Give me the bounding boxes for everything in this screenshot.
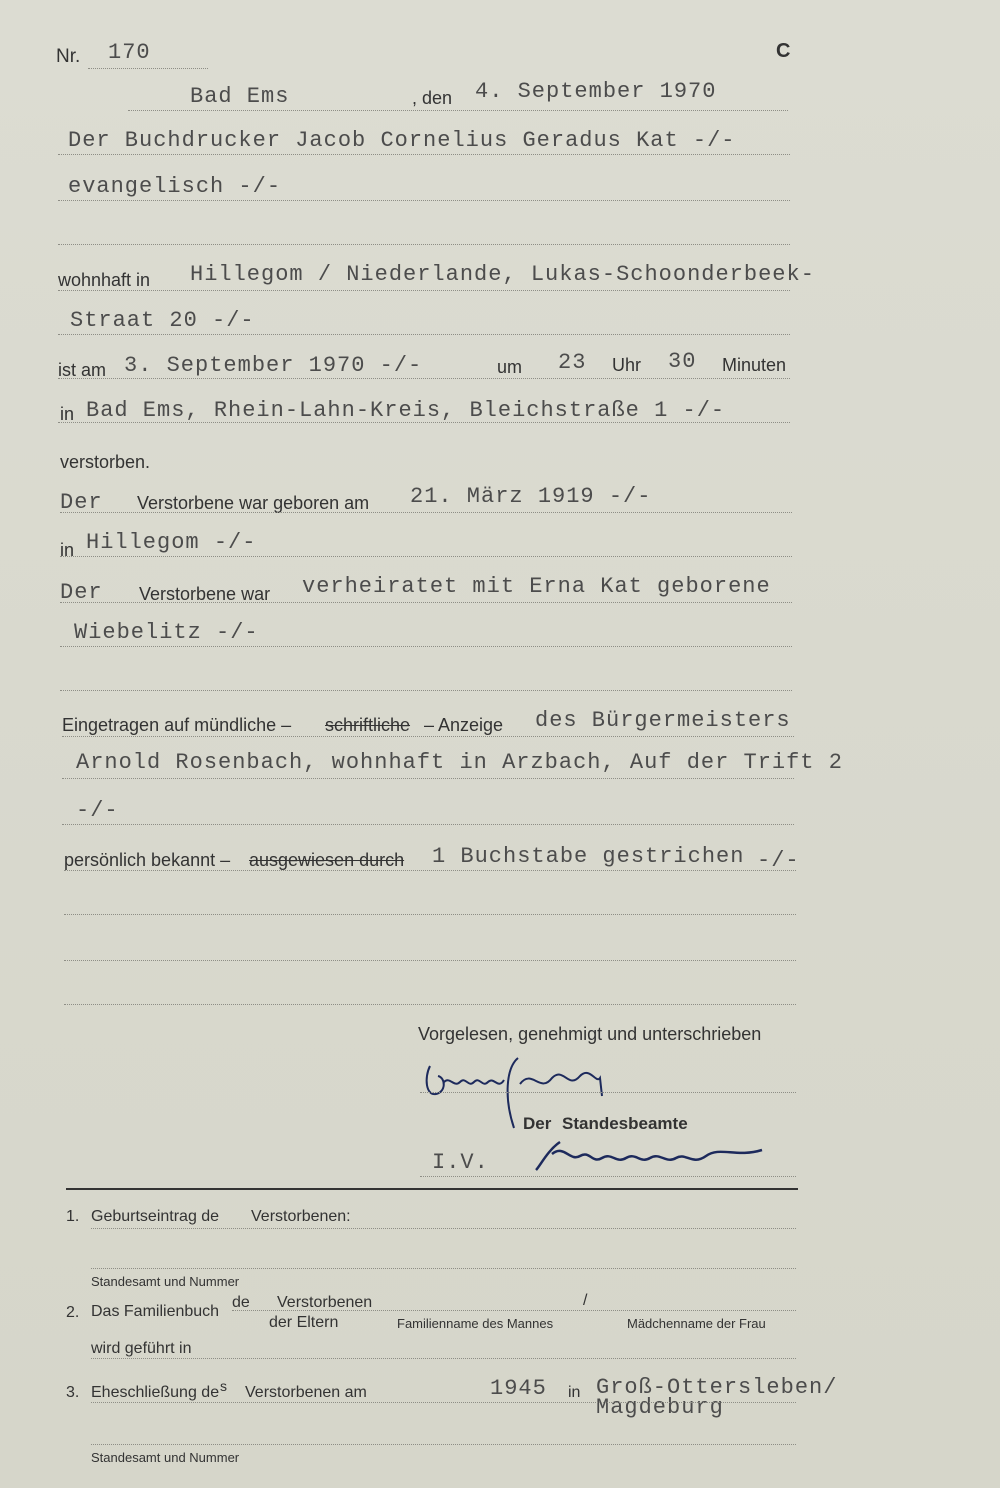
death-minute: 30 — [668, 349, 697, 374]
um-label: um — [497, 357, 523, 377]
note-2-verstorbenen: Verstorbenen — [277, 1294, 373, 1311]
status-der: Der — [60, 580, 103, 605]
iv-label: I.V. — [432, 1150, 489, 1175]
note-2-mann: Familienname des Mannes — [397, 1316, 554, 1331]
den-label: , den — [412, 88, 453, 108]
note-3-s: s — [220, 1378, 227, 1394]
identity-value: 1 Buchstabe gestrichen — [432, 844, 745, 869]
note-1-num: 1. — [66, 1208, 80, 1225]
residence-value-2: Straat 20 -/- — [70, 308, 255, 333]
note-2-slash: / — [583, 1292, 588, 1309]
note-2-label: Das Familienbuch — [91, 1303, 220, 1320]
registrar-label: Standesbeamte — [562, 1114, 688, 1133]
registration-prefix: Eingetragen auf mündliche – — [62, 715, 292, 735]
note-3-in: in — [568, 1384, 581, 1401]
registration-struck: schriftliche — [325, 715, 411, 735]
note-3-label: Eheschließung de — [91, 1384, 220, 1401]
identity-value-end: -/- — [757, 848, 800, 873]
registrar-prefix: Der — [523, 1114, 552, 1133]
death-hour: 23 — [558, 350, 587, 375]
death-in-label: in — [60, 404, 75, 424]
corner-letter: C — [776, 40, 791, 62]
death-date: 3. September 1970 -/- — [124, 353, 423, 378]
note-2-de: de — [232, 1294, 250, 1311]
uhr-label: Uhr — [612, 355, 642, 375]
death-place: Bad Ems, Rhein-Lahn-Kreis, Bleichstraße 1 -/- — [86, 398, 726, 423]
identity-label: persönlich bekannt – — [64, 850, 231, 870]
registration-value-1: des Bürgermeisters — [535, 708, 791, 733]
birth-place: Hillegom -/- — [86, 530, 257, 555]
person-line-1: Der Buchdrucker Jacob Cornelius Geradus Kat -/- — [68, 128, 736, 153]
note-2-gefuehrt: wird geführt in — [91, 1340, 192, 1357]
identity-struck: ausgewiesen durch — [249, 850, 405, 870]
note-3-year: 1945 — [490, 1376, 547, 1401]
registration-suffix: – Anzeige — [424, 715, 504, 735]
status-value-2: Wiebelitz -/- — [74, 620, 259, 645]
note-2-num: 2. — [66, 1304, 80, 1321]
note-3-label-2: Verstorbenen am — [245, 1384, 367, 1401]
nr-value: 170 — [108, 40, 151, 65]
birth-date: 21. März 1919 -/- — [410, 484, 652, 509]
birth-label: Verstorbene war geboren am — [137, 493, 370, 513]
person-line-2: evangelisch -/- — [68, 174, 282, 199]
birth-der: Der — [60, 490, 103, 515]
registration-value-2: Arnold Rosenbach, wohnhaft in Arzbach, Auf der Trift 2 — [76, 750, 843, 775]
residence-label: wohnhaft in — [58, 270, 151, 290]
residence-value-1: Hillegom / Niederlande, Lukas-Schoonderbeek- — [190, 262, 815, 287]
status-value-1: verheiratet mit Erna Kat geborene — [302, 574, 771, 599]
note-1-sub: Standesamt und Nummer — [91, 1274, 240, 1289]
closing-read: Vorgelesen, genehmigt und unterschrieben — [418, 1024, 762, 1044]
verstorben-label: verstorben. — [60, 452, 151, 472]
birth-in-label: in — [60, 540, 75, 560]
note-2-eltern: der Eltern — [269, 1314, 339, 1331]
note-2-frau: Mädchenname der Frau — [627, 1316, 766, 1331]
minuten-label: Minuten — [722, 355, 787, 375]
date-value: 4. September 1970 — [475, 79, 717, 104]
note-3-place-1: Groß-Ottersleben/ — [596, 1375, 838, 1400]
registrar-signature — [530, 1136, 770, 1176]
registration-value-3: -/- — [76, 798, 119, 823]
status-label: Verstorbene war — [139, 584, 271, 604]
note-3-num: 3. — [66, 1384, 80, 1401]
note-1-label: Geburtseintrag de — [91, 1208, 220, 1225]
place-value: Bad Ems — [190, 84, 290, 109]
nr-label: Nr. — [56, 46, 81, 67]
note-1-label-2: Verstorbenen: — [251, 1208, 351, 1225]
ist-am-label: ist am — [58, 360, 107, 380]
note-3-sub: Standesamt und Nummer — [91, 1450, 240, 1465]
note-3-place-2: Magdeburg — [596, 1395, 724, 1420]
